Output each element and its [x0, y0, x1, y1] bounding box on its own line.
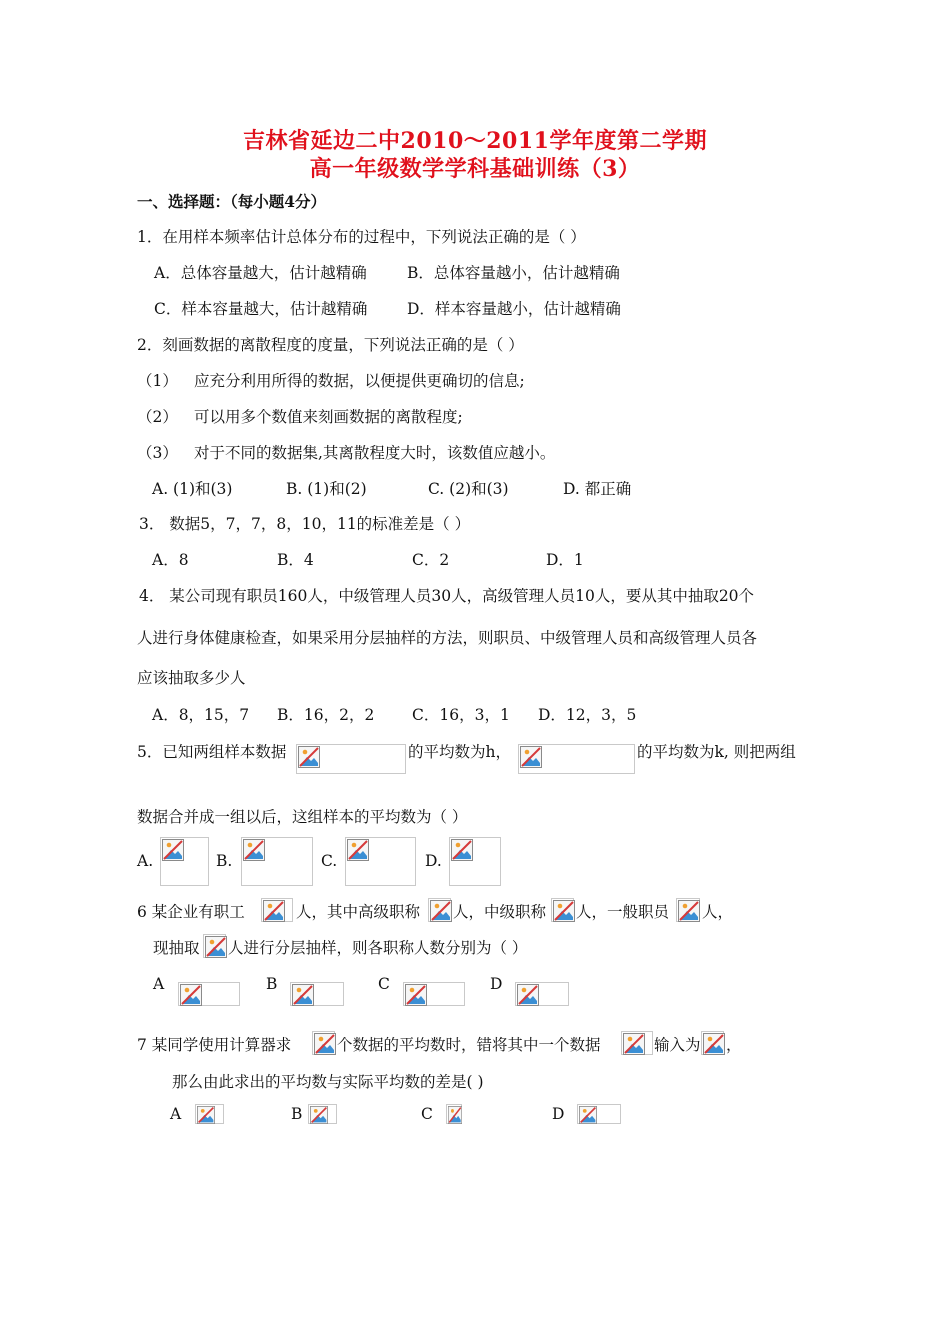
q3-option-a: A．8	[152, 551, 189, 569]
formula-image-icon	[518, 744, 635, 774]
q7-option-c-label: C	[421, 1105, 433, 1123]
q4-option-b: B．16，2，2	[277, 706, 375, 724]
q5-stem-part-1: 5．已知两组样本数据	[137, 743, 287, 761]
q4-option-d: D．12，3，5	[538, 706, 637, 724]
q3-option-c: C．2	[412, 551, 450, 569]
q6-stem-part-3: 人，中级职称	[453, 903, 547, 921]
formula-image-icon	[296, 744, 406, 774]
q6-option-b-label: B	[266, 975, 278, 993]
q6-option-a-label: A	[153, 975, 165, 993]
q2-option-b: B. (1)和(2)	[286, 480, 367, 498]
q5-option-c-label: C.	[321, 852, 338, 870]
q7-option-b-label: B	[291, 1105, 303, 1123]
q7-stem-part-1: 7 某同学使用计算器求	[137, 1036, 292, 1054]
q3-option-b: B．4	[277, 551, 314, 569]
q5-stem-part-3: 的平均数为k, 则把两组	[637, 743, 796, 761]
formula-image-icon	[577, 1104, 621, 1124]
formula-image-icon	[551, 898, 574, 922]
formula-image-icon	[515, 982, 569, 1006]
q3-option-d: D．1	[546, 551, 584, 569]
q6-stem-part-5: 人，	[702, 903, 734, 921]
q1-option-b: B．总体容量越小，估计越精确	[407, 264, 620, 282]
title-line-1: 吉林省延边二中2010～2011学年度第二学期	[243, 128, 707, 154]
formula-image-icon	[449, 837, 501, 886]
q2-option-c: C. (2)和(3)	[428, 480, 509, 498]
formula-image-icon	[160, 837, 209, 886]
q6-stem-line-2-part-2: 人进行分层抽样，则各职称人数分别为（ ）	[228, 939, 528, 957]
q1-stem: 1．在用样本频率估计总体分布的过程中，下列说法正确的是（ ）	[137, 228, 586, 246]
q2-option-a: A. (1)和(3)	[152, 480, 233, 498]
q6-stem-part-1: 6 某企业有职工	[137, 903, 245, 921]
q7-stem-part-2: 个数据的平均数时，错将其中一个数据	[337, 1036, 601, 1054]
q5-option-b-label: B.	[216, 852, 233, 870]
q1-option-a: A．总体容量越大，估计越精确	[154, 264, 367, 282]
formula-image-icon	[290, 982, 344, 1006]
q1-option-c: C．样本容量越大，估计越精确	[154, 300, 368, 318]
formula-image-icon	[261, 898, 293, 922]
q5-stem-part-2: 的平均数为h，	[408, 743, 511, 761]
q7-stem-part-3: 输入为	[654, 1036, 701, 1054]
formula-image-icon	[701, 1031, 724, 1055]
q2-statement-1: 应充分利用所得的数据，以便提供更确切的信息;	[194, 372, 525, 390]
q7-option-d-label: D	[552, 1105, 565, 1123]
q4-stem-line-3: 应该抽取多少人	[137, 669, 246, 687]
q2-statement-2-number: （2）	[137, 408, 178, 426]
formula-image-icon	[178, 982, 240, 1006]
formula-image-icon	[241, 837, 313, 886]
q6-option-d-label: D	[490, 975, 503, 993]
q6-stem-part-2: 人，其中高级职称	[296, 903, 421, 921]
formula-image-icon	[403, 982, 465, 1006]
formula-image-icon	[308, 1104, 337, 1124]
q7-stem-line-2: 那么由此求出的平均数与实际平均数的差是( )	[172, 1073, 484, 1091]
q4-option-a: A．8，15，7	[152, 706, 250, 724]
q5-option-d-label: D.	[425, 852, 442, 870]
formula-image-icon	[621, 1031, 653, 1055]
q5-stem-line-2: 数据合并成一组以后，这组样本的平均数为（ ）	[137, 808, 468, 826]
formula-image-icon	[312, 1031, 335, 1055]
q5-option-a-label: A.	[137, 852, 154, 870]
q6-option-c-label: C	[378, 975, 390, 993]
formula-image-icon	[345, 837, 416, 886]
q6-stem-part-4: 人，一般职员	[576, 903, 670, 921]
q2-statement-3-number: （3）	[137, 444, 178, 462]
formula-image-icon	[428, 898, 451, 922]
q2-option-d: D. 都正确	[563, 480, 632, 498]
q4-stem-line-1: 4． 某公司现有职员160人，中级管理人员30人，高级管理人员10人，要从其中抽取20个	[139, 587, 755, 605]
q2-statement-3: 对于不同的数据集,其离散程度大时，该数值应越小。	[194, 444, 556, 462]
q1-option-d: D．样本容量越小，估计越精确	[407, 300, 621, 318]
q2-statement-2: 可以用多个数值来刻画数据的离散程度;	[194, 408, 463, 426]
q2-stem: 2．刻画数据的离散程度的度量，下列说法正确的是（ ）	[137, 336, 524, 354]
q4-option-c: C．16，3，1	[412, 706, 510, 724]
q2-statement-1-number: （1）	[137, 372, 178, 390]
formula-image-icon	[203, 934, 226, 958]
formula-image-icon	[195, 1104, 224, 1124]
q7-stem-part-4: ，	[726, 1036, 742, 1054]
q3-stem: 3． 数据5，7，7，8，10，11的标准差是（ ）	[139, 515, 471, 533]
formula-image-icon	[676, 898, 700, 922]
q7-option-a-label: A	[170, 1105, 182, 1123]
q4-stem-line-2: 人进行身体健康检查，如果采用分层抽样的方法，则职员、中级管理人员和高级管理人员各	[137, 629, 758, 647]
q6-stem-line-2-part-1: 现抽取	[153, 939, 200, 957]
section-heading: 一、选择题：（每小题4分）	[137, 192, 327, 211]
formula-image-icon	[446, 1104, 462, 1124]
title-line-2: 高一年级数学学科基础训练（3）	[309, 156, 641, 182]
